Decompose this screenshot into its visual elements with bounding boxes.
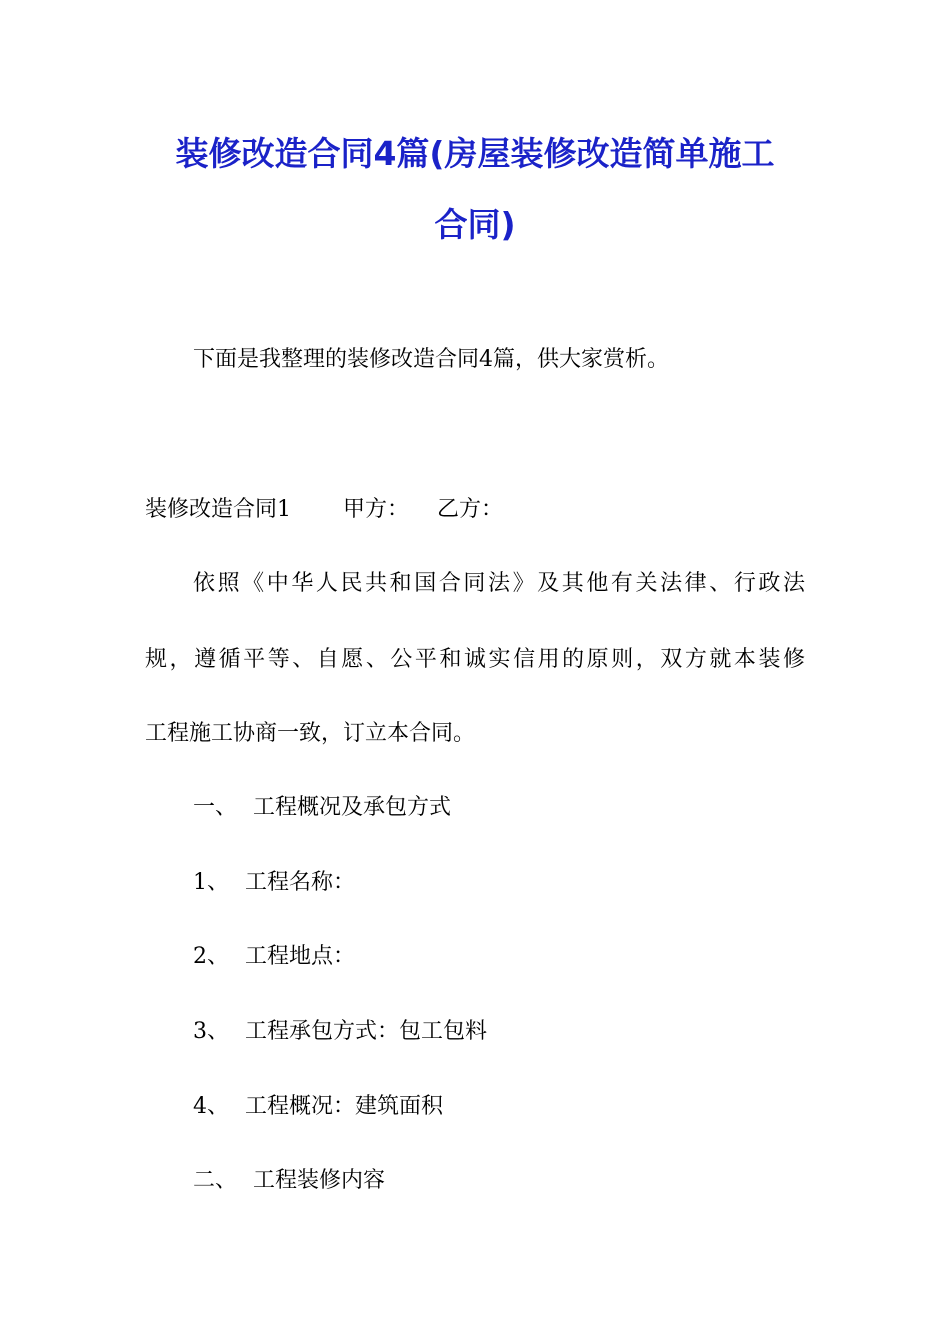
list-item <box>193 1092 443 1122</box>
paragraph-1-line-3: 工程施工协商一致，订立本合同。 <box>145 721 476 746</box>
section-2-title: 工程装修内容 <box>253 1168 386 1193</box>
list-item-number: 3、 <box>193 1019 229 1044</box>
section-2-number: 二、 <box>193 1168 238 1193</box>
document-title-line-1: 装修改造合同4篇(房屋装修改造简单施工 <box>175 134 775 173</box>
section-1-number: 一、 <box>193 795 238 820</box>
contract-heading: 装修改造合同1 <box>145 497 291 522</box>
list-item-text: 工程名称： <box>245 870 356 895</box>
list-item-text: 工程概况：建筑面积 <box>245 1094 444 1119</box>
section-2-heading <box>193 1166 385 1196</box>
list-item-text: 工程承包方式：包工包料 <box>245 1019 488 1044</box>
paragraph-1-line-1: 依照《中华人民共和国合同法》及其他有关法律、行政法 <box>193 571 805 596</box>
list-item-text: 工程地点： <box>245 944 356 969</box>
party-b-label: 乙方： <box>437 497 504 522</box>
section-1-heading <box>193 793 451 823</box>
intro-paragraph: 下面是我整理的装修改造合同4篇，供大家赏析。 <box>193 347 669 372</box>
contract-heading-row <box>145 495 503 525</box>
list-item <box>193 868 355 898</box>
list-item-number: 2、 <box>193 944 229 969</box>
list-item-number: 4、 <box>193 1094 229 1119</box>
paragraph-1-line-2: 规，遵循平等、自愿、公平和诚实信用的原则，双方就本装修 <box>145 647 805 672</box>
list-item-number: 1、 <box>193 870 229 895</box>
list-item <box>193 942 355 972</box>
section-1-title: 工程概况及承包方式 <box>253 795 452 820</box>
party-a-label: 甲方： <box>343 497 410 522</box>
list-item <box>193 1017 487 1047</box>
document-title-line-2: 合同) <box>434 205 516 244</box>
